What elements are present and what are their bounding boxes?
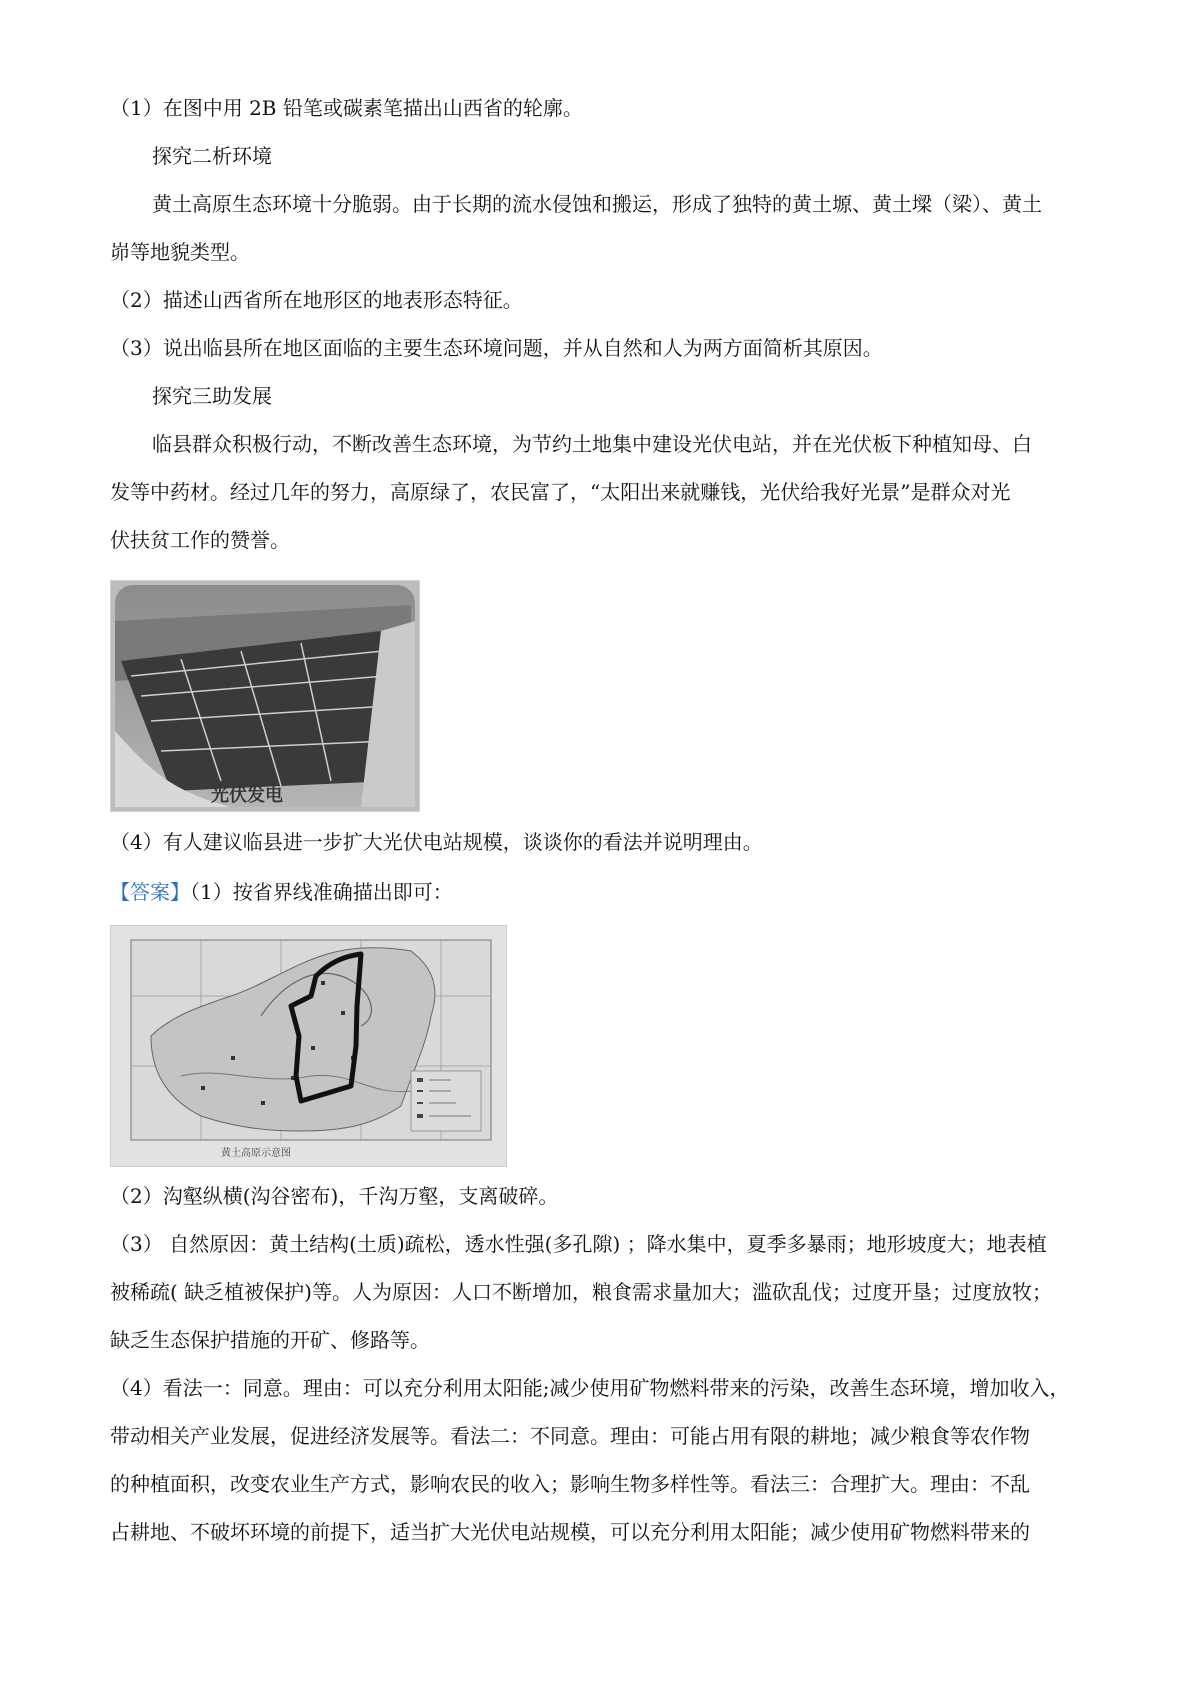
section3-paragraph-line1: 临县群众积极行动，不断改善生态环境，为节约土地集中建设光伏电站，并在光伏板下种植知母、白 xyxy=(152,432,1032,456)
section3-paragraph-line3: 伏扶贫工作的赞誉。 xyxy=(110,528,290,552)
q4-line: （4）有人建议临县进一步扩大光伏电站规模，谈谈你的看法并说明理由。 xyxy=(110,830,763,854)
q1-line: （1）在图中用 2B 铅笔或碳素笔描出山西省的轮廓。 xyxy=(110,96,583,120)
answer3-line1: （3） 自然原因：黄土结构(土质)疏松，透水性强(多孔隙) ；降水集中，夏季多暴雨；地形坡度大；地表植 xyxy=(110,1232,1047,1256)
map-caption: 黄土高原示意图 xyxy=(221,1148,291,1159)
section3-title: 探究三助发展 xyxy=(152,384,272,408)
section3-paragraph-line2: 发等中药材。经过几年的努力，高原绿了，农民富了，“太阳出来就赚钱，光伏给我好光景”是群众对光 xyxy=(110,480,1011,504)
section2-title: 探究二析环境 xyxy=(152,144,272,168)
answer4-line1: （4）看法一：同意。理由：可以充分利用太阳能;减少使用矿物燃料带来的污染，改善生态环境，增加收入， xyxy=(110,1376,1070,1400)
solar-photo-caption: 光伏发电 xyxy=(211,785,283,806)
answer-line1 xyxy=(110,880,453,904)
loess-plateau-map xyxy=(110,925,507,1167)
q3-line: （3）说出临县所在地区面临的主要生态环境问题，并从自然和人为两方面简析其原因。 xyxy=(110,336,883,360)
answer3-line2: 被稀疏( 缺乏植被保护)等。人为原因：人口不断增加，粮食需求量加大；滥砍乱伐；过度开垦；过度放牧； xyxy=(110,1280,1052,1304)
section2-paragraph-line1: 黄土高原生态环境十分脆弱。由于长期的流水侵蚀和搬运，形成了独特的黄土塬、黄土墚（梁）、黄土 xyxy=(152,192,1042,216)
q2-line: （2）描述山西省所在地形区的地表形态特征。 xyxy=(110,288,523,312)
answer1-text: （1）按省界线准确描出即可： xyxy=(190,880,453,904)
section2-paragraph-line2: 峁等地貌类型。 xyxy=(110,240,250,264)
loess-plateau-map-graphic xyxy=(111,926,506,1166)
answer-tag: 【答案】 xyxy=(110,880,190,904)
answer3-line3: 缺乏生态保护措施的开矿、修路等。 xyxy=(110,1328,430,1352)
solar-photo xyxy=(110,580,420,812)
answer2-line: （2）沟壑纵横(沟谷密布)，千沟万壑，支离破碎。 xyxy=(110,1184,559,1208)
solar-photo-graphic xyxy=(111,581,419,811)
answer4-line3: 的种植面积，改变农业生产方式，影响农民的收入；影响生物多样性等。看法三：合理扩大。理由：不乱 xyxy=(110,1472,1030,1496)
answer4-line2: 带动相关产业发展，促进经济发展等。看法二：不同意。理由：可能占用有限的耕地；减少粮食等农作物 xyxy=(110,1424,1030,1448)
answer4-line4: 占耕地、不破坏环境的前提下，适当扩大光伏电站规模，可以充分利用太阳能；减少使用矿物燃料带来的 xyxy=(110,1520,1030,1544)
